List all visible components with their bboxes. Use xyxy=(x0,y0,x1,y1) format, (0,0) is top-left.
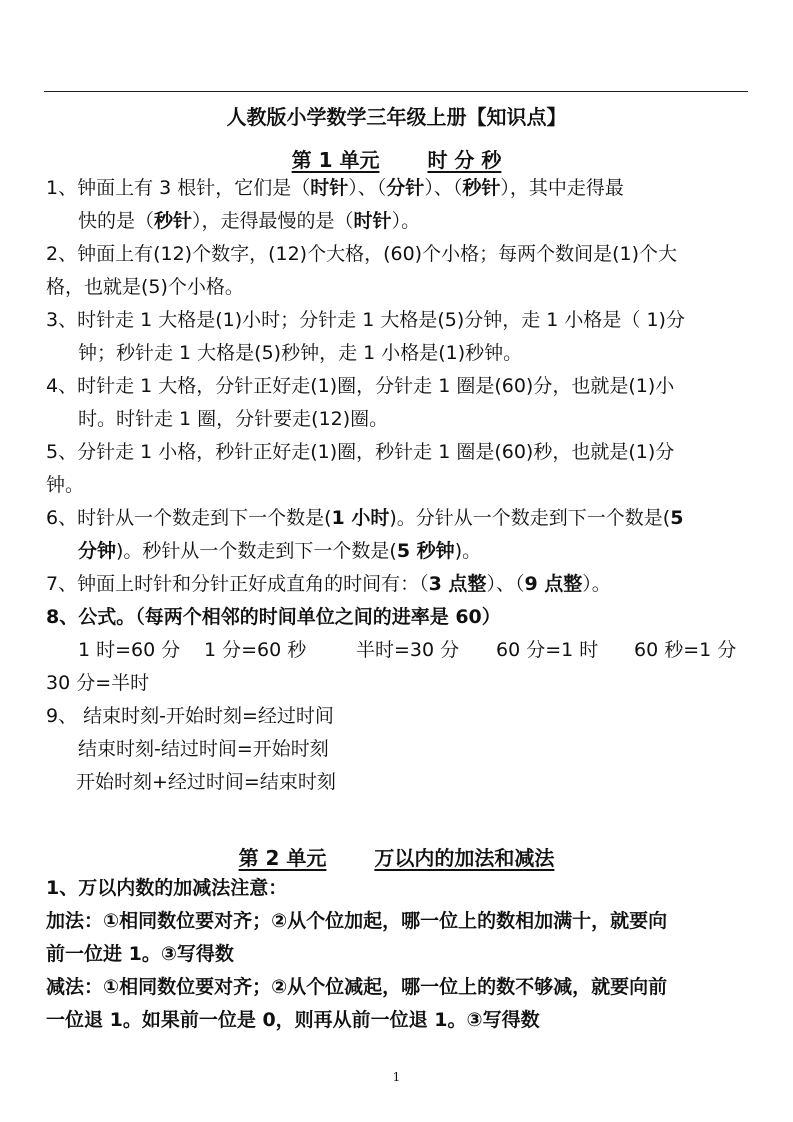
formula-3: 半时=30 分 xyxy=(356,639,460,661)
page-number: 1 xyxy=(392,1070,401,1084)
item-6-line2: 分钟)。秒针从一个数走到下一个数是(5 秒钟)。 xyxy=(78,540,482,562)
item-1-line1: 1、钟面上有 3 根针，它们是（时针）、（分针）、（秒针），其中走得最 xyxy=(46,177,624,199)
item-7: 7、钟面上时针和分针正好成直角的时间有：（3 点整）、（9 点整）。 xyxy=(46,573,611,595)
item-2-line1: 2、钟面上有(12)个数字，(12)个大格，(60)个小格；每两个数间是(1)个大 xyxy=(46,243,678,265)
formula-2: 1 分=60 秒 xyxy=(204,639,307,661)
unit2-topic: 万以内的加法和减法 xyxy=(374,846,555,870)
item-5-line2: 钟。 xyxy=(46,474,85,496)
item-1-line2: 快的是（秒针），走得最慢的是（时针）。 xyxy=(78,210,421,232)
item-6-line1: 6、时针从一个数走到下一个数是(1 小时)。分针从一个数走到下一个数是(5 xyxy=(46,507,684,529)
formula-1: 1 时=60 分 xyxy=(78,639,181,661)
formula-5: 60 秒=1 分 xyxy=(634,639,737,661)
item-9-line2: 结束时刻-结过时间=开始时刻 xyxy=(78,738,329,760)
header-rule xyxy=(44,91,748,92)
unit2-content xyxy=(46,872,750,1037)
formula-4: 60 分=1 时 xyxy=(496,639,599,661)
item-4-line1: 4、时针走 1 大格，分针正好走(1)圈，分针走 1 圈是(60)分，也就是(1)小 xyxy=(46,375,675,397)
item-9-line3: 开始时刻+经过时间=结束时刻 xyxy=(76,771,336,793)
unit1-topic: 时 分 秒 xyxy=(427,148,502,172)
item-5-line1: 5、分针走 1 小格，秒针正好走(1)圈，秒针走 1 圈是(60)秒，也就是(1)分 xyxy=(46,441,675,463)
unit2-point-1: 1、万以内数的加减法注意： xyxy=(46,877,288,899)
unit1-heading xyxy=(0,144,793,173)
item-3-line2: 钟；秒针走 1 大格是(5)秒钟，走 1 小格是(1)秒钟。 xyxy=(78,342,523,364)
unit2-number: 第 2 单元 xyxy=(238,846,327,870)
item-9-line1: 9、 结束时刻-开始时刻=经过时间 xyxy=(46,705,334,727)
formula-row xyxy=(46,634,750,667)
formula-6: 30 分=半时 xyxy=(46,672,150,694)
subtraction-rule-line2: 一位退 1。如果前一位是 0，则再从前一位退 1。③写得数 xyxy=(46,1009,540,1031)
addition-rule-line2: 前一位进 1。③写得数 xyxy=(46,943,234,965)
item-8-heading: 8、公式。（每两个相邻的时间单位之间的进率是 60） xyxy=(46,606,501,628)
item-4-line2: 时。时针走 1 圈，分针要走(12)圈。 xyxy=(78,408,389,430)
item-2-line2: 格，也就是(5)个小格。 xyxy=(46,276,244,298)
item-3-line1: 3、时针走 1 大格是(1)小时；分针走 1 大格是(5)分钟，走 1 小格是（ 1)分 xyxy=(46,309,685,331)
unit2-heading xyxy=(0,842,793,871)
page-title: 人教版小学数学三年级上册【知识点】 xyxy=(226,105,567,129)
subtraction-rule-line1: 减法：①相同数位要对齐；②从个位减起，哪一位上的数不够减，就要向前 xyxy=(46,976,668,998)
unit1-content xyxy=(46,172,750,799)
unit1-number: 第 1 单元 xyxy=(291,148,380,172)
addition-rule-line1: 加法：①相同数位要对齐；②从个位加起，哪一位上的数相加满十，就要向 xyxy=(46,910,668,932)
